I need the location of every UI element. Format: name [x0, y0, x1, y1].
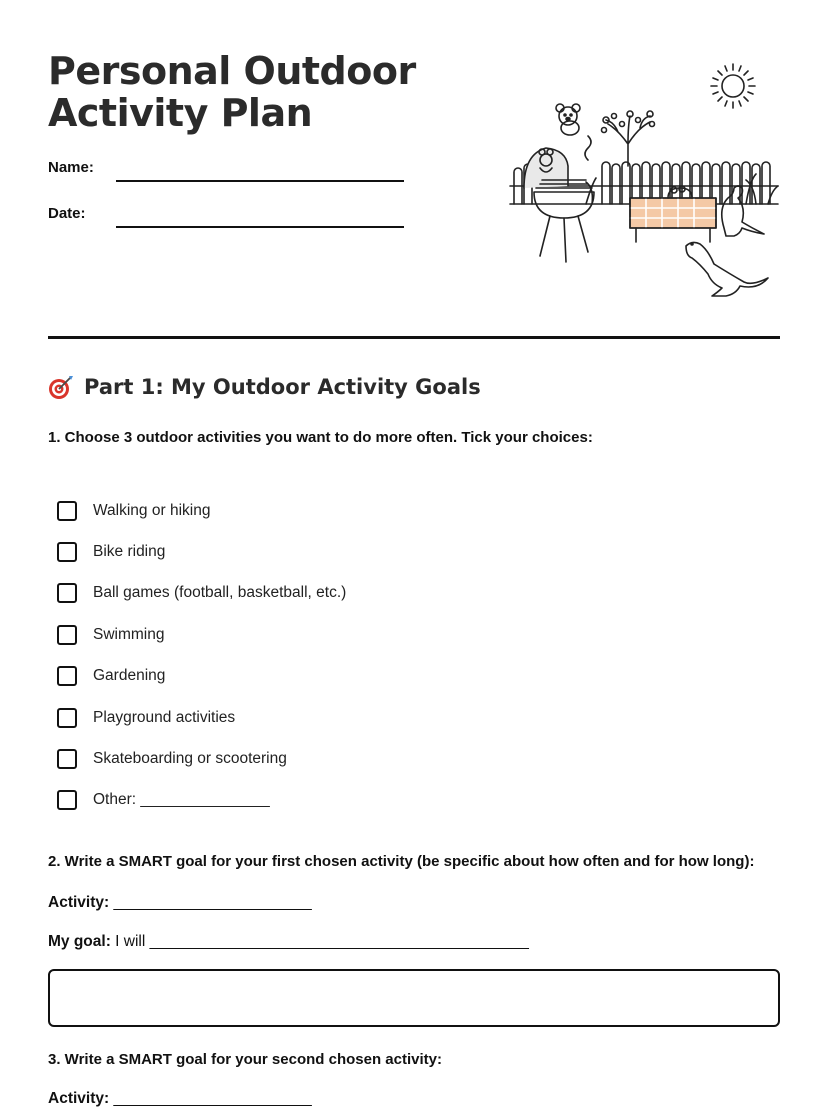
section-divider	[48, 336, 780, 339]
barbecue-icon	[524, 136, 594, 262]
list-item	[57, 531, 346, 572]
checkbox-label: Playground activities	[93, 708, 236, 726]
q2-goal-row	[48, 933, 529, 951]
q3-activity-label: Activity:	[48, 1090, 110, 1107]
checkbox-label: Swimming	[93, 625, 165, 643]
list-item	[57, 697, 346, 738]
q2-answer-box[interactable]	[48, 969, 780, 1027]
checkbox[interactable]	[57, 708, 77, 728]
q2-goal-label: My goal:	[48, 933, 111, 950]
q2-activity-label: Activity:	[48, 894, 110, 911]
list-item	[57, 738, 346, 779]
checkbox-label: Skateboarding or scootering	[93, 750, 287, 768]
checkbox[interactable]	[57, 583, 77, 603]
checkbox[interactable]	[57, 501, 77, 521]
q3-activity-field[interactable]: _______________________	[109, 1090, 312, 1107]
checkbox-label: Gardening	[93, 667, 166, 685]
checkbox[interactable]	[57, 625, 77, 645]
list-item	[57, 780, 346, 821]
checkbox[interactable]	[57, 749, 77, 769]
date-label: Date:	[48, 205, 86, 222]
page-title	[48, 50, 416, 134]
title-line-2: Activity Plan	[48, 91, 313, 135]
part1-heading	[48, 374, 481, 400]
checkbox[interactable]	[57, 666, 77, 686]
koala-icon	[556, 104, 580, 135]
backyard-bbq-illustration	[506, 56, 784, 300]
name-label: Name:	[48, 159, 94, 176]
question-3: 3. Write a SMART goal for your second chosen activity:	[48, 1051, 442, 1068]
q2-goal-field[interactable]: I will ____________________________________________	[110, 933, 529, 950]
checkbox-label: Other: _______________	[93, 791, 270, 809]
q2-activity-row	[48, 894, 312, 912]
target-dart-icon	[48, 374, 74, 400]
checkbox-label: Walking or hiking	[93, 501, 211, 519]
checkbox-label: Bike riding	[93, 543, 166, 561]
date-field[interactable]	[116, 226, 404, 228]
sun-icon	[711, 64, 755, 108]
tree-icon	[602, 111, 655, 166]
checkbox-label: Ball games (football, basketball, etc.)	[93, 584, 347, 602]
list-item	[57, 490, 346, 531]
q2-activity-field[interactable]: _______________________	[109, 894, 312, 911]
question-2: 2. Write a SMART goal for your first chosen activity (be specific about how often and for how long):	[48, 853, 755, 870]
list-item	[57, 656, 346, 697]
part1-heading-text: Part 1: My Outdoor Activity Goals	[84, 375, 481, 399]
question-1: 1. Choose 3 outdoor activities you want to do more often. Tick your choices:	[48, 429, 593, 446]
name-field[interactable]	[116, 180, 404, 182]
activity-checklist	[57, 490, 346, 821]
checkbox[interactable]	[57, 542, 77, 562]
list-item	[57, 614, 346, 655]
picnic-table-icon	[630, 186, 716, 242]
q3-activity-row	[48, 1090, 312, 1108]
title-line-1: Personal Outdoor	[48, 49, 416, 93]
checkbox[interactable]	[57, 790, 77, 810]
list-item	[57, 573, 346, 614]
